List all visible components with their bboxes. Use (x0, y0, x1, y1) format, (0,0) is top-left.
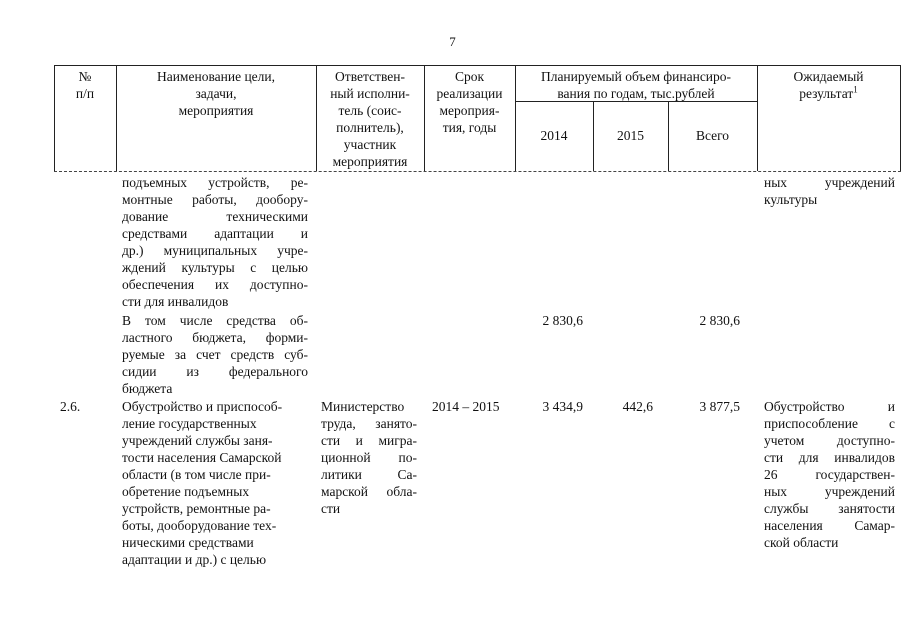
header-financing: Планируемый объем финансиро- вания по годам, тыс.рублей (540, 69, 732, 101)
r26-responsible-cell: Министерство труда, занято- сти и мигра- ционной по- литики Са- марской обла- сти (321, 399, 417, 516)
r26-term-cell: 2014 – 2015 (432, 399, 500, 414)
r26-num-cell: 2.6. (60, 399, 81, 414)
header-name: Наименование цели, задачи, мероприятия (156, 69, 276, 118)
page-number: 7 (449, 34, 456, 49)
header-result: Ожидаемый результат$^1$ (793, 69, 864, 101)
sub-name-cell: В том числе средства об- ластного бюджета, форми- руемые за счет средств суб- сидии из федерального бюджета (122, 313, 308, 396)
table-top-border (54, 65, 901, 66)
footnote-marker: 1 (853, 84, 858, 95)
cont-result-cell: ных учреждений культуры (764, 175, 895, 207)
header-total: Всего (695, 128, 730, 143)
header-num: № п/п (75, 69, 95, 101)
r26-2014-cell: 3 434,9 (542, 399, 583, 414)
sub-total-cell: 2 830,6 (699, 313, 740, 328)
header-year-2015: 2015 (617, 128, 644, 143)
header-year-2014: 2014 (540, 128, 568, 143)
cont-name-cell: подъемных устройств, ре- монтные работы, дообору- дование техническими средствами адаптации и др.) муниципальных учре- ждений культуры с целью обеспечения их доступно- сти для инвалидов (122, 175, 308, 309)
r26-name-cell: Обустройство и приспособ- ление государственных учреждений службы заня- тости населения Самарской области (в том числе при- обретение подъемных устройств, ремонтные ра- боты, дооборудование тех- ническими средствами адаптации и др.) с целью (122, 399, 283, 567)
r26-total-cell: 3 877,5 (699, 399, 740, 414)
col-border (900, 65, 901, 171)
header-term: Срок реализации мероприя- тия, годы (436, 69, 503, 135)
header-responsible: Ответствен- ный исполни- тель (соис- полнитель), участник мероприятия (330, 69, 410, 169)
r26-2015-cell: 442,6 (622, 399, 653, 414)
header-bottom-border (54, 171, 901, 172)
r26-result-cell: Обустройство и приспособление с учетом доступно- сти для инвалидов 26 государствен- ных учреждений службы занятости населения Самар- ской области (764, 399, 895, 550)
sub-2014-cell: 2 830,6 (542, 313, 583, 328)
